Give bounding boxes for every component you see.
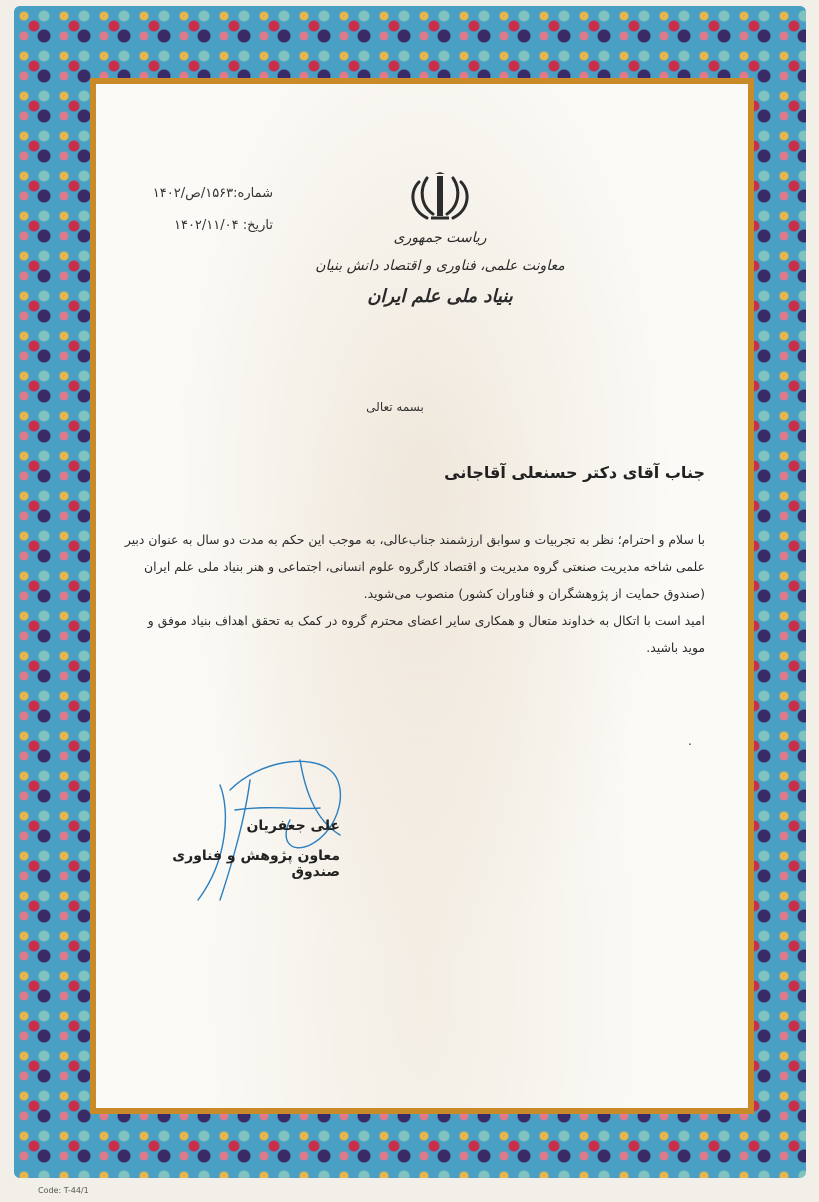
body-paragraph-1: با سلام و احترام؛ نظر به تجربیات و سوابق ارزشمند جناب‌عالی، به موجب این حکم به مدت دو سال به عنوان دبیر علمی شاخه مدیریت صنعتی گروه مدیریت و اقتصاد کارگروه علوم انسانی، اجتماعی و هنر بنیاد ملی علم ایران (صندوق حمایت از پژوهشگران و فناوران کشور) منصوب می‌شوید.: [124, 532, 705, 601]
body-paragraph-2: امید است با اتکال به خداوند متعال و همکاری سایر اعضای محترم گروه در کمک به تحقق اهداف بنیاد موفق و موید باشید.: [147, 613, 705, 655]
bismillah: بسمه تعالی: [366, 400, 424, 414]
letterhead-org-name: بنیاد ملی علم ایران: [367, 286, 513, 307]
letterhead-line-1: ریاست جمهوری: [393, 230, 487, 246]
signer-title: معاون پژوهش و فناوری صندوق: [172, 848, 340, 880]
letterhead-line-2: معاونت علمی، فناوری و اقتصاد دانش بنیان: [315, 258, 565, 274]
iran-emblem-icon: [405, 172, 475, 224]
letter-date: تاریخ: ۱۴۰۲/۱۱/۰۴: [173, 218, 273, 233]
decorative-dot: .: [688, 734, 692, 748]
print-code: Code: T-44/1: [38, 1186, 89, 1195]
signer-name: علی جعفریان: [246, 818, 340, 834]
recipient-name: جناب آقای دکتر حسنعلی آقاجانی: [444, 463, 705, 482]
letter-body: [123, 526, 705, 661]
letter-number: شماره:۱۵۶۳/ص/۱۴۰۲: [152, 186, 273, 201]
